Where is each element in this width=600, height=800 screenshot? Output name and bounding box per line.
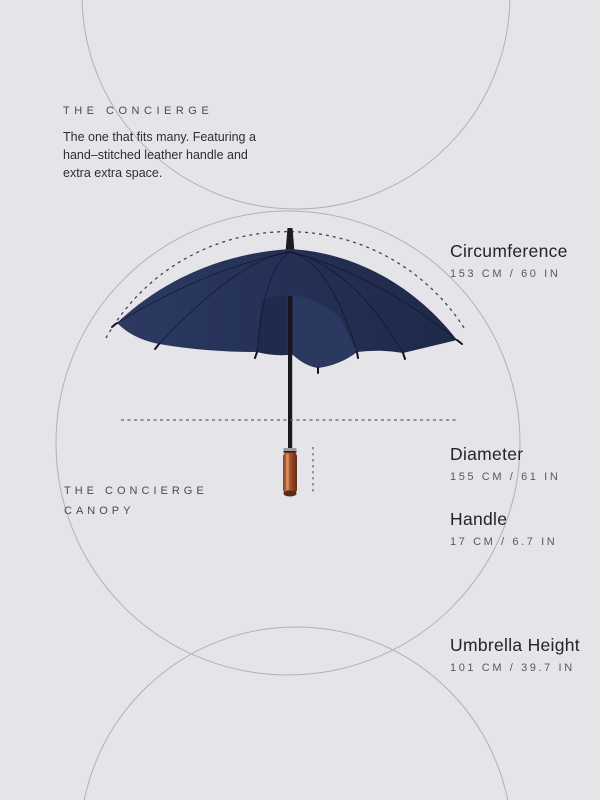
canopy-label-product: THE CONCIERGE — [64, 485, 208, 497]
spec-diameter — [450, 444, 600, 483]
spec-handle — [450, 509, 600, 548]
decor-circle-bottom — [80, 627, 512, 800]
product-description — [63, 128, 313, 182]
spec-label: Circumference — [450, 241, 568, 261]
spec-circumference — [450, 241, 600, 280]
description-line: extra extra space. — [63, 166, 163, 180]
canopy-label-part: CANOPY — [64, 505, 135, 517]
spec-value: 153 CM / 60 IN — [450, 268, 561, 280]
umbrella-graphic — [112, 228, 462, 497]
spec-label: Handle — [450, 509, 508, 529]
product-title: THE CONCIERGE — [63, 105, 214, 117]
spec-value: 155 CM / 61 IN — [450, 471, 561, 483]
spec-value: 101 CM / 39.7 IN — [450, 662, 575, 674]
intro-block — [63, 105, 313, 182]
spec-value: 17 CM / 6.7 IN — [450, 536, 558, 548]
umbrella-handle — [283, 448, 297, 497]
umbrella-shaft — [288, 296, 292, 449]
canopy-label-block — [64, 485, 208, 517]
spec-label: Diameter — [450, 444, 524, 464]
description-line: The one that fits many. Featuring a — [63, 130, 256, 144]
spec-label: Umbrella Height — [450, 635, 580, 655]
spec-umbrella-height — [450, 635, 600, 674]
description-line: hand–stitched leather handle and — [63, 148, 248, 162]
